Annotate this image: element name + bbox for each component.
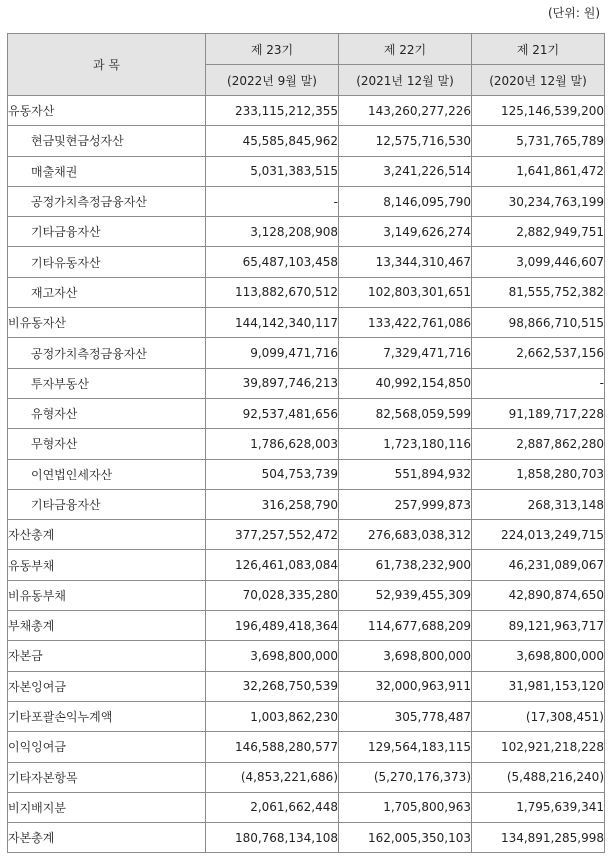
row-label: 유동자산 bbox=[8, 96, 206, 126]
row-label: 자본총계 bbox=[8, 823, 206, 853]
row-value-21: 268,313,148 bbox=[472, 489, 605, 519]
row-value-22: 133,422,761,086 bbox=[339, 308, 472, 338]
row-value-23: 70,028,335,280 bbox=[206, 580, 339, 610]
row-value-22: 162,005,350,103 bbox=[339, 823, 472, 853]
row-label: 비지배지분 bbox=[8, 792, 206, 822]
period-label-22: 제 22기 bbox=[339, 34, 472, 65]
row-label: 기타유동자산 bbox=[8, 247, 206, 277]
table-row bbox=[8, 368, 605, 398]
row-value-23: 9,099,471,716 bbox=[206, 338, 339, 368]
row-value-21: 30,234,763,199 bbox=[472, 186, 605, 216]
row-value-23: 377,257,552,472 bbox=[206, 520, 339, 550]
row-value-22: 102,803,301,651 bbox=[339, 277, 472, 307]
row-label: 기타금융자산 bbox=[8, 489, 206, 519]
row-value-23: 3,128,208,908 bbox=[206, 217, 339, 247]
table-row bbox=[8, 126, 605, 156]
row-value-22: 257,999,873 bbox=[339, 489, 472, 519]
row-value-23: (4,853,221,686) bbox=[206, 762, 339, 792]
row-label: 비유동부채 bbox=[8, 580, 206, 610]
table-row bbox=[8, 701, 605, 731]
row-label: 이익잉여금 bbox=[8, 732, 206, 762]
period-date-22: (2021년 12월 말) bbox=[339, 65, 472, 96]
row-value-23: 3,698,800,000 bbox=[206, 641, 339, 671]
row-label: 이연법인세자산 bbox=[8, 459, 206, 489]
row-value-21: 224,013,249,715 bbox=[472, 520, 605, 550]
row-value-23: 126,461,083,084 bbox=[206, 550, 339, 580]
row-value-23: 146,588,280,577 bbox=[206, 732, 339, 762]
row-value-23: 504,753,739 bbox=[206, 459, 339, 489]
row-value-21: 91,189,717,228 bbox=[472, 398, 605, 428]
row-value-22: 1,723,180,116 bbox=[339, 429, 472, 459]
row-value-23: 180,768,134,108 bbox=[206, 823, 339, 853]
table-row bbox=[8, 732, 605, 762]
row-value-22: 13,344,310,467 bbox=[339, 247, 472, 277]
table-row bbox=[8, 247, 605, 277]
row-value-21: 98,866,710,515 bbox=[472, 308, 605, 338]
row-value-22: 52,939,455,309 bbox=[339, 580, 472, 610]
row-value-23: 65,487,103,458 bbox=[206, 247, 339, 277]
table-row bbox=[8, 429, 605, 459]
row-value-21: 1,795,639,341 bbox=[472, 792, 605, 822]
row-value-21: 134,891,285,998 bbox=[472, 823, 605, 853]
row-value-21: 125,146,539,200 bbox=[472, 96, 605, 126]
table-row bbox=[8, 641, 605, 671]
row-value-22: 3,698,800,000 bbox=[339, 641, 472, 671]
row-label: 기타자본항목 bbox=[8, 762, 206, 792]
row-value-21: 2,882,949,751 bbox=[472, 217, 605, 247]
table-row bbox=[8, 277, 605, 307]
row-value-22: 3,241,226,514 bbox=[339, 156, 472, 186]
period-label-23: 제 23기 bbox=[206, 34, 339, 65]
row-value-22: 82,568,059,599 bbox=[339, 398, 472, 428]
table-row bbox=[8, 156, 605, 186]
row-value-22: 12,575,716,530 bbox=[339, 126, 472, 156]
period-date-21: (2020년 12월 말) bbox=[472, 65, 605, 96]
row-label: 부채총계 bbox=[8, 611, 206, 641]
row-label: 유형자산 bbox=[8, 398, 206, 428]
row-value-22: 129,564,183,115 bbox=[339, 732, 472, 762]
row-value-21: 2,887,862,280 bbox=[472, 429, 605, 459]
row-value-21: (17,308,451) bbox=[472, 701, 605, 731]
row-value-21: 1,858,280,703 bbox=[472, 459, 605, 489]
unit-label: (단위: 원) bbox=[548, 6, 600, 20]
table-row bbox=[8, 823, 605, 853]
table-row bbox=[8, 459, 605, 489]
row-value-22: 1,705,800,963 bbox=[339, 792, 472, 822]
row-value-23: 1,786,628,003 bbox=[206, 429, 339, 459]
row-value-21: 1,641,861,472 bbox=[472, 156, 605, 186]
table-row bbox=[8, 550, 605, 580]
financial-table bbox=[7, 33, 605, 853]
table-row bbox=[8, 580, 605, 610]
row-value-23: 2,061,662,448 bbox=[206, 792, 339, 822]
row-value-21: 42,890,874,650 bbox=[472, 580, 605, 610]
row-value-22: 551,894,932 bbox=[339, 459, 472, 489]
table-row bbox=[8, 398, 605, 428]
table-header bbox=[8, 34, 605, 96]
period-label-21: 제 21기 bbox=[472, 34, 605, 65]
table-row bbox=[8, 792, 605, 822]
table-row bbox=[8, 611, 605, 641]
row-value-23: - bbox=[206, 186, 339, 216]
row-value-22: 32,000,963,911 bbox=[339, 671, 472, 701]
row-value-22: 7,329,471,716 bbox=[339, 338, 472, 368]
table-row bbox=[8, 520, 605, 550]
row-value-22: 305,778,487 bbox=[339, 701, 472, 731]
row-label: 기타포괄손익누계액 bbox=[8, 701, 206, 731]
row-value-23: 5,031,383,515 bbox=[206, 156, 339, 186]
row-label: 공정가치측정금융자산 bbox=[8, 186, 206, 216]
row-value-21: 89,121,963,717 bbox=[472, 611, 605, 641]
row-value-21: 31,981,153,120 bbox=[472, 671, 605, 701]
row-value-23: 45,585,845,962 bbox=[206, 126, 339, 156]
row-value-22: 276,683,038,312 bbox=[339, 520, 472, 550]
row-label: 비유동자산 bbox=[8, 308, 206, 338]
row-value-23: 39,897,746,213 bbox=[206, 368, 339, 398]
row-value-22: 40,992,154,850 bbox=[339, 368, 472, 398]
row-value-21: 5,731,765,789 bbox=[472, 126, 605, 156]
table-row bbox=[8, 186, 605, 216]
row-value-21: 3,099,446,607 bbox=[472, 247, 605, 277]
row-value-21: (5,488,216,240) bbox=[472, 762, 605, 792]
row-value-21: 2,662,537,156 bbox=[472, 338, 605, 368]
table-row bbox=[8, 217, 605, 247]
row-value-22: 61,738,232,900 bbox=[339, 550, 472, 580]
row-value-23: 1,003,862,230 bbox=[206, 701, 339, 731]
table-row bbox=[8, 762, 605, 792]
row-value-23: 113,882,670,512 bbox=[206, 277, 339, 307]
table-row bbox=[8, 338, 605, 368]
row-label: 무형자산 bbox=[8, 429, 206, 459]
row-label: 매출채권 bbox=[8, 156, 206, 186]
row-label: 기타금융자산 bbox=[8, 217, 206, 247]
row-value-21: - bbox=[472, 368, 605, 398]
row-value-21: 102,921,218,228 bbox=[472, 732, 605, 762]
row-label: 자본금 bbox=[8, 641, 206, 671]
row-value-21: 3,698,800,000 bbox=[472, 641, 605, 671]
row-label: 투자부동산 bbox=[8, 368, 206, 398]
row-value-23: 144,142,340,117 bbox=[206, 308, 339, 338]
table-row bbox=[8, 96, 605, 126]
row-value-22: 114,677,688,209 bbox=[339, 611, 472, 641]
table-row bbox=[8, 489, 605, 519]
row-label: 유동부채 bbox=[8, 550, 206, 580]
row-value-22: 8,146,095,790 bbox=[339, 186, 472, 216]
period-date-23: (2022년 9월 말) bbox=[206, 65, 339, 96]
table-row bbox=[8, 308, 605, 338]
row-value-23: 32,268,750,539 bbox=[206, 671, 339, 701]
row-label: 자본잉여금 bbox=[8, 671, 206, 701]
row-label: 재고자산 bbox=[8, 277, 206, 307]
row-value-21: 81,555,752,382 bbox=[472, 277, 605, 307]
row-label: 자산총계 bbox=[8, 520, 206, 550]
table-body bbox=[8, 96, 605, 853]
row-value-22: (5,270,176,373) bbox=[339, 762, 472, 792]
row-value-23: 92,537,481,656 bbox=[206, 398, 339, 428]
row-value-21: 46,231,089,067 bbox=[472, 550, 605, 580]
subject-header: 과 목 bbox=[8, 34, 206, 96]
row-value-23: 233,115,212,355 bbox=[206, 96, 339, 126]
row-value-23: 196,489,418,364 bbox=[206, 611, 339, 641]
row-value-22: 143,260,277,226 bbox=[339, 96, 472, 126]
table-row bbox=[8, 671, 605, 701]
row-value-23: 316,258,790 bbox=[206, 489, 339, 519]
row-label: 공정가치측정금융자산 bbox=[8, 338, 206, 368]
row-label: 현금및현금성자산 bbox=[8, 126, 206, 156]
row-value-22: 3,149,626,274 bbox=[339, 217, 472, 247]
